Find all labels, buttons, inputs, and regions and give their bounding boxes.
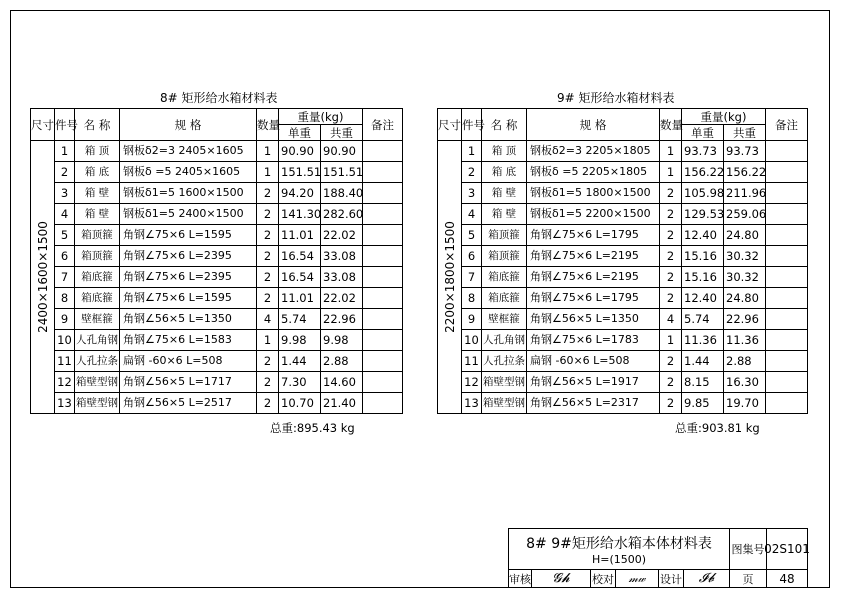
spec-cell: 角钢∠75×6 L=2395	[120, 267, 257, 288]
title-block-subtitle: H=(1500)	[591, 552, 647, 566]
header-item-no: 件号	[462, 109, 482, 141]
total-weight-cell: 24.80	[724, 288, 766, 309]
atlas-number: 02S101	[766, 528, 808, 570]
qty-cell: 1	[660, 330, 682, 351]
name-cell: 箱底箍	[75, 267, 120, 288]
remark-cell	[766, 183, 808, 204]
remark-cell	[766, 393, 808, 414]
unit-weight-cell: 94.20	[279, 183, 321, 204]
total-weight-cell: 24.80	[724, 225, 766, 246]
name-cell: 箱壁型钢	[482, 393, 527, 414]
name-cell: 箱 顶	[75, 141, 120, 162]
qty-cell: 2	[257, 372, 279, 393]
remark-cell	[363, 204, 403, 225]
unit-weight-cell: 9.98	[279, 330, 321, 351]
unit-weight-cell: 129.53	[682, 204, 724, 225]
header-remark: 备注	[766, 109, 808, 141]
table-row	[438, 372, 808, 393]
item-no-cell: 13	[55, 393, 75, 414]
size-label-cell	[438, 141, 462, 414]
name-cell: 箱 壁	[75, 183, 120, 204]
qty-cell: 2	[660, 225, 682, 246]
table-row	[31, 183, 403, 204]
name-cell: 壁框箍	[75, 309, 120, 330]
item-no-cell: 3	[55, 183, 75, 204]
qty-cell: 2	[660, 288, 682, 309]
unit-weight-cell: 90.90	[279, 141, 321, 162]
item-no-cell: 4	[55, 204, 75, 225]
total-weight-cell: 151.51	[321, 162, 363, 183]
unit-weight-cell: 1.44	[279, 351, 321, 372]
total-weight-cell: 282.60	[321, 204, 363, 225]
spec-cell: 扁钢 -60×6 L=508	[120, 351, 257, 372]
header-spec: 规 格	[527, 109, 660, 141]
total-weight-cell: 2.88	[724, 351, 766, 372]
unit-weight-cell: 11.01	[279, 225, 321, 246]
item-no-cell: 7	[462, 267, 482, 288]
title-block	[508, 528, 808, 588]
table-row	[438, 204, 808, 225]
spec-cell: 角钢∠75×6 L=1783	[527, 330, 660, 351]
header-qty: 数量	[660, 109, 682, 141]
remark-cell	[363, 351, 403, 372]
remark-cell	[363, 288, 403, 309]
qty-cell: 4	[660, 309, 682, 330]
total-weight-cell: 90.90	[321, 141, 363, 162]
table8-title: 8# 矩形给水箱材料表	[160, 91, 278, 105]
remark-cell	[766, 162, 808, 183]
qty-cell: 1	[660, 162, 682, 183]
design-signature: 𝓘𝓫	[683, 569, 730, 588]
spec-cell: 钢板δ =5 2205×1805	[527, 162, 660, 183]
unit-weight-cell: 5.74	[682, 309, 724, 330]
item-no-cell: 3	[462, 183, 482, 204]
name-cell: 箱底箍	[75, 288, 120, 309]
name-cell: 箱壁型钢	[482, 372, 527, 393]
remark-cell	[766, 225, 808, 246]
table-row	[438, 393, 808, 414]
header-qty: 数量	[257, 109, 279, 141]
table8-total: 总重:895.43 kg	[270, 421, 355, 435]
remark-cell	[766, 330, 808, 351]
remark-cell	[363, 309, 403, 330]
header-unit-weight: 单重	[279, 125, 321, 141]
name-cell: 箱顶箍	[482, 225, 527, 246]
table-row	[438, 267, 808, 288]
total-weight-cell: 11.36	[724, 330, 766, 351]
item-no-cell: 11	[55, 351, 75, 372]
unit-weight-cell: 1.44	[682, 351, 724, 372]
total-weight-cell: 33.08	[321, 267, 363, 288]
item-no-cell: 9	[462, 309, 482, 330]
unit-weight-cell: 15.16	[682, 267, 724, 288]
item-no-cell: 9	[55, 309, 75, 330]
design-label: 设计	[658, 569, 684, 588]
name-cell: 箱 底	[482, 162, 527, 183]
table-row	[438, 183, 808, 204]
item-no-cell: 12	[55, 372, 75, 393]
name-cell: 壁框箍	[482, 309, 527, 330]
name-cell: 箱 壁	[482, 183, 527, 204]
size-label-cell	[31, 141, 55, 414]
name-cell: 箱 壁	[75, 204, 120, 225]
name-cell: 箱 底	[75, 162, 120, 183]
qty-cell: 2	[660, 204, 682, 225]
page-number: 48	[766, 569, 808, 588]
check-signature: 𝓂𝓌	[615, 569, 659, 588]
review-label: 审核	[508, 569, 532, 588]
name-cell: 箱 壁	[482, 204, 527, 225]
table9-title: 9# 矩形给水箱材料表	[557, 91, 675, 105]
remark-cell	[363, 183, 403, 204]
unit-weight-cell: 151.51	[279, 162, 321, 183]
name-cell: 箱顶箍	[482, 246, 527, 267]
unit-weight-cell: 156.22	[682, 162, 724, 183]
page-label: 页	[729, 569, 767, 588]
header-item-no: 件号	[55, 109, 75, 141]
title-block-title: 8# 9#矩形给水箱本体材料表	[526, 535, 712, 552]
qty-cell: 2	[660, 351, 682, 372]
remark-cell	[766, 141, 808, 162]
remark-cell	[363, 330, 403, 351]
spec-cell: 钢板δ2=3 2205×1805	[527, 141, 660, 162]
spec-cell: 钢板δ2=3 2405×1605	[120, 141, 257, 162]
spec-cell: 角钢∠75×6 L=1795	[527, 225, 660, 246]
item-no-cell: 10	[55, 330, 75, 351]
qty-cell: 2	[257, 351, 279, 372]
header-total-weight: 共重	[321, 125, 363, 141]
total-weight-cell: 33.08	[321, 246, 363, 267]
remark-cell	[363, 162, 403, 183]
unit-weight-cell: 93.73	[682, 141, 724, 162]
header-unit-weight: 单重	[682, 125, 724, 141]
remark-cell	[363, 372, 403, 393]
name-cell: 箱 顶	[482, 141, 527, 162]
qty-cell: 2	[660, 246, 682, 267]
table-row	[438, 225, 808, 246]
total-weight-cell: 19.70	[724, 393, 766, 414]
table-row	[31, 141, 403, 162]
item-no-cell: 5	[55, 225, 75, 246]
table-row	[31, 393, 403, 414]
qty-cell: 1	[257, 162, 279, 183]
name-cell: 人孔拉条	[75, 351, 120, 372]
table-row	[438, 330, 808, 351]
table-row	[438, 309, 808, 330]
table-row	[438, 351, 808, 372]
qty-cell: 2	[660, 183, 682, 204]
spec-cell: 钢板δ1=5 1600×1500	[120, 183, 257, 204]
total-weight-cell: 30.32	[724, 246, 766, 267]
title-block-title-cell	[508, 528, 730, 570]
remark-cell	[766, 267, 808, 288]
remark-cell	[766, 351, 808, 372]
total-weight-cell: 93.73	[724, 141, 766, 162]
unit-weight-cell: 15.16	[682, 246, 724, 267]
remark-cell	[363, 393, 403, 414]
item-no-cell: 2	[55, 162, 75, 183]
qty-cell: 2	[257, 267, 279, 288]
total-weight-cell: 188.40	[321, 183, 363, 204]
spec-cell: 钢板δ1=5 2400×1500	[120, 204, 257, 225]
remark-cell	[363, 141, 403, 162]
spec-cell: 角钢∠75×6 L=2195	[527, 246, 660, 267]
qty-cell: 2	[257, 288, 279, 309]
item-no-cell: 6	[462, 246, 482, 267]
unit-weight-cell: 7.30	[279, 372, 321, 393]
item-no-cell: 8	[462, 288, 482, 309]
review-signature: 𝓖𝓱	[531, 569, 591, 588]
name-cell: 箱顶箍	[75, 225, 120, 246]
header-weight: 重量(kg)	[682, 109, 766, 125]
table-row	[438, 246, 808, 267]
name-cell: 人孔角钢	[482, 330, 527, 351]
item-no-cell: 4	[462, 204, 482, 225]
item-no-cell: 1	[55, 141, 75, 162]
remark-cell	[363, 246, 403, 267]
header-spec: 规 格	[120, 109, 257, 141]
qty-cell: 4	[257, 309, 279, 330]
unit-weight-cell: 5.74	[279, 309, 321, 330]
unit-weight-cell: 105.98	[682, 183, 724, 204]
size-label: 2200×1800×1500	[442, 221, 457, 333]
total-weight-cell: 30.32	[724, 267, 766, 288]
qty-cell: 2	[257, 183, 279, 204]
total-weight-cell: 22.02	[321, 288, 363, 309]
spec-cell: 角钢∠56×5 L=2517	[120, 393, 257, 414]
total-weight-cell: 211.96	[724, 183, 766, 204]
spec-cell: 扁钢 -60×6 L=508	[527, 351, 660, 372]
table-row	[31, 330, 403, 351]
total-weight-cell: 14.60	[321, 372, 363, 393]
name-cell: 箱底箍	[482, 267, 527, 288]
size-label: 2400×1600×1500	[35, 221, 50, 333]
qty-cell: 2	[660, 372, 682, 393]
total-weight-cell: 21.40	[321, 393, 363, 414]
unit-weight-cell: 11.36	[682, 330, 724, 351]
item-no-cell: 13	[462, 393, 482, 414]
qty-cell: 2	[660, 267, 682, 288]
table9-total: 总重:903.81 kg	[675, 421, 760, 435]
spec-cell: 钢板δ1=5 2200×1500	[527, 204, 660, 225]
table-row	[31, 204, 403, 225]
remark-cell	[766, 309, 808, 330]
qty-cell: 2	[257, 246, 279, 267]
table-row	[31, 288, 403, 309]
unit-weight-cell: 11.01	[279, 288, 321, 309]
table-row	[438, 288, 808, 309]
total-weight-cell: 22.02	[321, 225, 363, 246]
name-cell: 箱顶箍	[75, 246, 120, 267]
table-row	[31, 246, 403, 267]
unit-weight-cell: 9.85	[682, 393, 724, 414]
item-no-cell: 8	[55, 288, 75, 309]
spec-cell: 角钢∠75×6 L=1595	[120, 288, 257, 309]
table-row	[438, 162, 808, 183]
total-weight-cell: 9.98	[321, 330, 363, 351]
unit-weight-cell: 12.40	[682, 288, 724, 309]
item-no-cell: 1	[462, 141, 482, 162]
remark-cell	[363, 267, 403, 288]
header-name: 名 称	[482, 109, 527, 141]
total-weight-cell: 259.06	[724, 204, 766, 225]
total-weight-cell: 156.22	[724, 162, 766, 183]
table8	[30, 108, 403, 414]
header-size: 尺寸	[438, 109, 462, 141]
table-row	[31, 372, 403, 393]
item-no-cell: 2	[462, 162, 482, 183]
check-label: 校对	[590, 569, 616, 588]
spec-cell: 角钢∠56×5 L=2317	[527, 393, 660, 414]
name-cell: 箱壁型钢	[75, 372, 120, 393]
header-remark: 备注	[363, 109, 403, 141]
remark-cell	[766, 372, 808, 393]
item-no-cell: 7	[55, 267, 75, 288]
atlas-label: 图集号	[729, 528, 767, 570]
unit-weight-cell: 10.70	[279, 393, 321, 414]
unit-weight-cell: 8.15	[682, 372, 724, 393]
item-no-cell: 11	[462, 351, 482, 372]
spec-cell: 钢板δ =5 2405×1605	[120, 162, 257, 183]
name-cell: 人孔角钢	[75, 330, 120, 351]
item-no-cell: 10	[462, 330, 482, 351]
name-cell: 人孔拉条	[482, 351, 527, 372]
qty-cell: 2	[257, 393, 279, 414]
name-cell: 箱底箍	[482, 288, 527, 309]
table-row	[438, 141, 808, 162]
table-row	[31, 309, 403, 330]
remark-cell	[766, 288, 808, 309]
header-weight: 重量(kg)	[279, 109, 363, 125]
table-row	[31, 267, 403, 288]
table-row	[31, 351, 403, 372]
unit-weight-cell: 12.40	[682, 225, 724, 246]
spec-cell: 角钢∠75×6 L=1595	[120, 225, 257, 246]
qty-cell: 2	[257, 204, 279, 225]
qty-cell: 1	[660, 141, 682, 162]
spec-cell: 角钢∠56×5 L=1717	[120, 372, 257, 393]
name-cell: 箱壁型钢	[75, 393, 120, 414]
table-row	[31, 162, 403, 183]
total-weight-cell: 2.88	[321, 351, 363, 372]
remark-cell	[766, 204, 808, 225]
spec-cell: 角钢∠75×6 L=1795	[527, 288, 660, 309]
spec-cell: 角钢∠56×5 L=1917	[527, 372, 660, 393]
unit-weight-cell: 16.54	[279, 267, 321, 288]
header-size: 尺寸	[31, 109, 55, 141]
spec-cell: 角钢∠56×5 L=1350	[527, 309, 660, 330]
spec-cell: 钢板δ1=5 1800×1500	[527, 183, 660, 204]
spec-cell: 角钢∠75×6 L=2195	[527, 267, 660, 288]
spec-cell: 角钢∠56×5 L=1350	[120, 309, 257, 330]
spec-cell: 角钢∠75×6 L=2395	[120, 246, 257, 267]
header-total-weight: 共重	[724, 125, 766, 141]
remark-cell	[363, 225, 403, 246]
item-no-cell: 6	[55, 246, 75, 267]
unit-weight-cell: 141.30	[279, 204, 321, 225]
table9	[437, 108, 808, 414]
item-no-cell: 12	[462, 372, 482, 393]
spec-cell: 角钢∠75×6 L=1583	[120, 330, 257, 351]
qty-cell: 2	[257, 225, 279, 246]
total-weight-cell: 16.30	[724, 372, 766, 393]
total-weight-cell: 22.96	[724, 309, 766, 330]
qty-cell: 2	[660, 393, 682, 414]
qty-cell: 1	[257, 330, 279, 351]
total-weight-cell: 22.96	[321, 309, 363, 330]
item-no-cell: 5	[462, 225, 482, 246]
unit-weight-cell: 16.54	[279, 246, 321, 267]
qty-cell: 1	[257, 141, 279, 162]
table-row	[31, 225, 403, 246]
header-name: 名 称	[75, 109, 120, 141]
remark-cell	[766, 246, 808, 267]
